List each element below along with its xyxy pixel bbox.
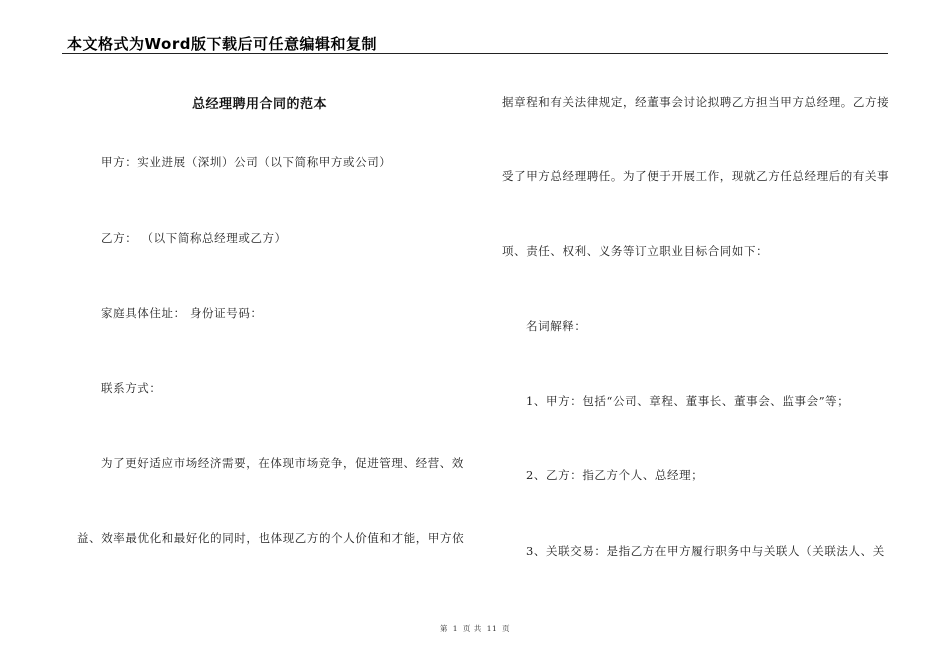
page-counter-middle: 页 共	[462, 624, 482, 633]
header-rule	[62, 53, 888, 54]
body-paragraph-line: 为了更好适应市场经济需要，在体现市场竞争，促进管理、经营、效	[101, 456, 464, 470]
current-page-number: 1	[452, 624, 459, 633]
body-paragraph-line: 受了甲方总经理聘任。为了便于开展工作，现就乙方任总经理后的有关事	[502, 169, 890, 183]
party-b-line: 乙方： （以下简称总经理或乙方）	[101, 231, 287, 245]
body-paragraph-line: 据章程和有关法律规定，经董事会讨论拟聘乙方担当甲方总经理。乙方接	[502, 95, 890, 109]
body-paragraph-line: 益、效率最优化和最好化的同时，也体现乙方的个人价值和才能，甲方依	[77, 531, 465, 545]
party-a-line: 甲方：实业进展（深圳）公司（以下简称甲方或公司）	[101, 155, 392, 169]
address-line: 家庭具体住址： 身份证号码：	[101, 306, 263, 320]
body-paragraph-line: 项、责任、权利、义务等订立职业目标合同如下：	[502, 244, 769, 258]
definition-item: 3、关联交易：是指乙方在甲方履行职务中与关联人（关联法人、关	[526, 544, 885, 558]
download-banner: 本文格式为Word版下载后可任意编辑和复制	[67, 35, 377, 53]
page-counter-suffix: 页	[502, 624, 511, 633]
contact-line: 联系方式：	[101, 381, 162, 395]
definition-item: 2、乙方：指乙方个人、总经理；	[526, 468, 704, 482]
total-page-number: 11	[486, 624, 498, 633]
document-title: 总经理聘用合同的范本	[192, 97, 328, 112]
definitions-heading: 名词解释：	[526, 319, 587, 333]
page-counter-prefix: 第	[439, 624, 448, 633]
page-counter	[0, 623, 950, 634]
definition-item: 1、甲方：包括“公司、章程、董事长、董事会、监事会”等；	[526, 394, 850, 408]
